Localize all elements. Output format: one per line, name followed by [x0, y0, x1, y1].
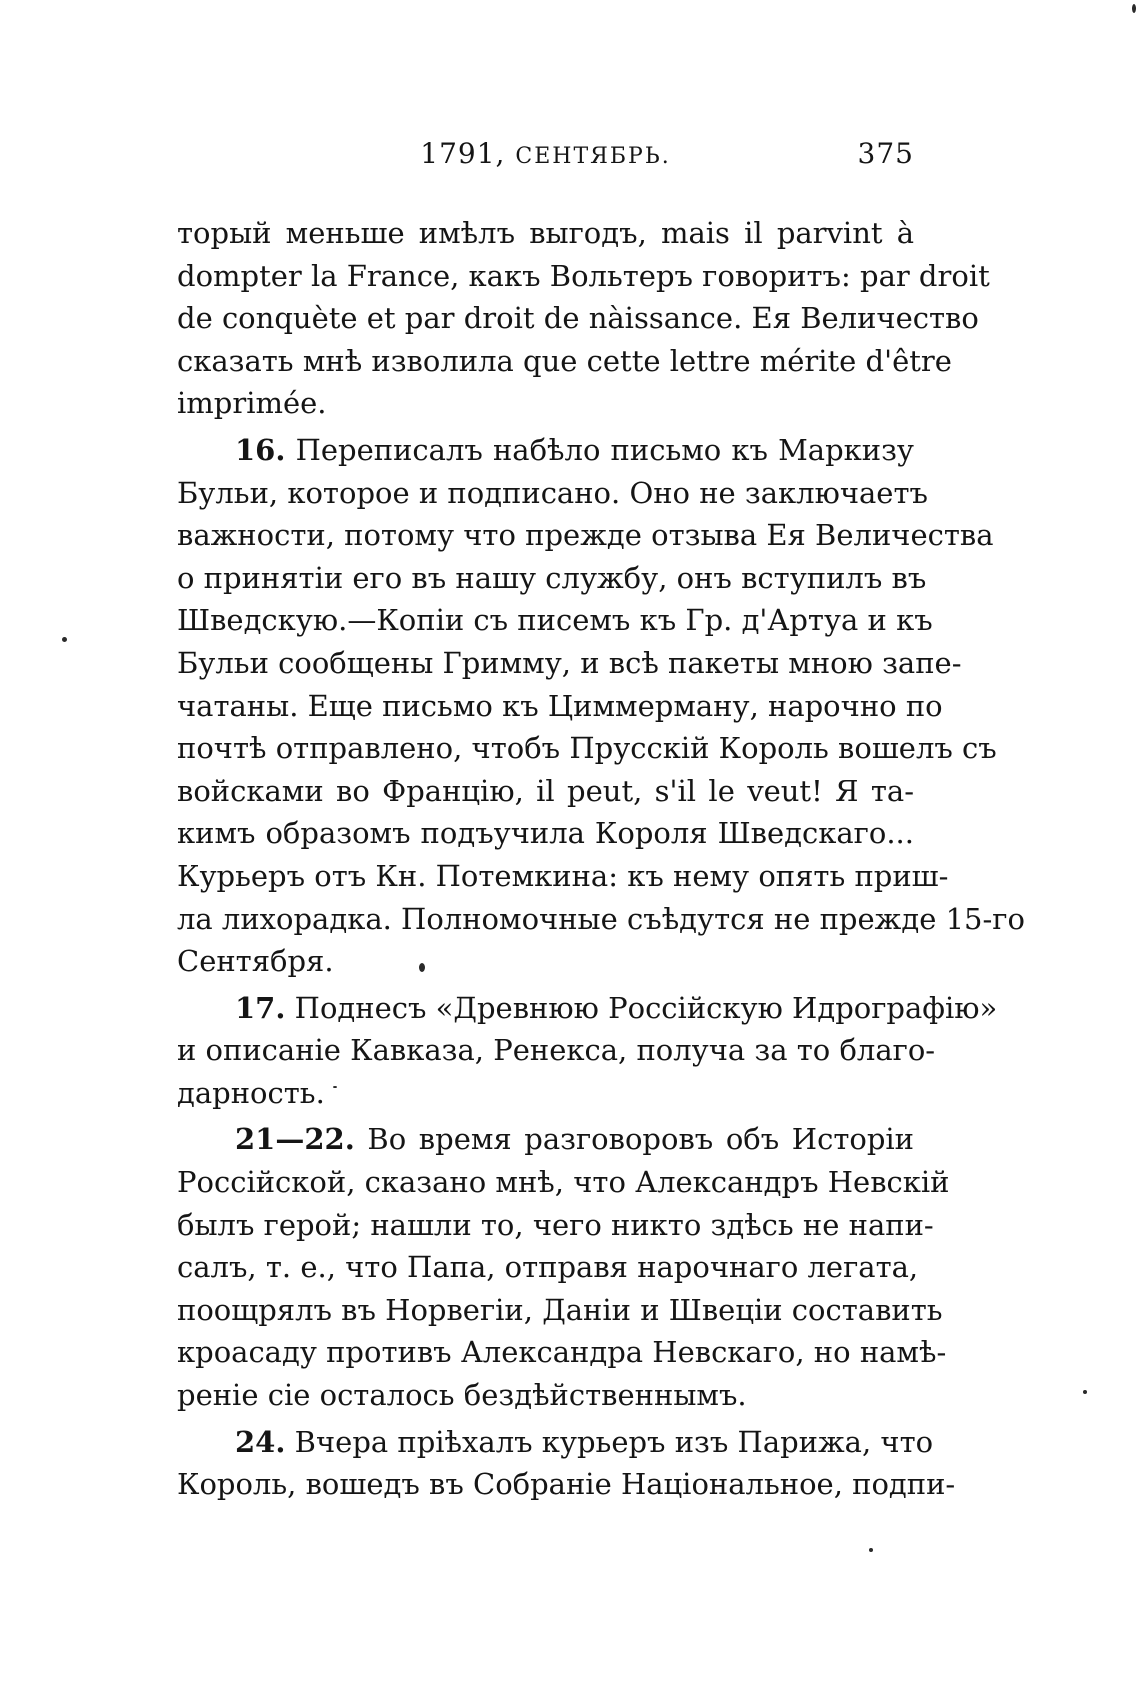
body-text — [177, 212, 1025, 1506]
entry-text: Во время разговоровъ объ Исторіи — [367, 1122, 915, 1157]
text-line: кимъ образомъ подъучила Короля Шведскаго... — [177, 816, 914, 851]
text-line: и описаніе Кавказа, Ренекса, получа за то благо- — [177, 1033, 936, 1068]
text-line: дарность. — [177, 1075, 325, 1110]
entry-date: 24. — [235, 1424, 286, 1459]
diary-entry-24 — [177, 1421, 956, 1506]
text-line: кроасаду противъ Александра Невскаго, но намѣ- — [177, 1335, 947, 1370]
paragraph-continuation — [177, 212, 990, 425]
text-line: торый меньше имѣлъ выгодъ, mais il parvint à — [177, 216, 914, 250]
entry-first-line — [177, 987, 998, 1030]
text-line: Курьеръ отъ Кн. Потемкина: къ нему опять приш- — [177, 858, 949, 893]
running-head-year: 1791, — [420, 137, 506, 170]
scan-speck — [333, 1086, 337, 1088]
text-line: de conquète et par droit de nàissance. Ея Величество — [177, 301, 979, 336]
diary-entry-21-22 — [177, 1118, 950, 1416]
entry-first-line — [177, 1118, 914, 1161]
text-line: Король, вошедъ въ Собраніе Національное, подпи- — [177, 1467, 956, 1502]
running-head-title — [177, 137, 914, 170]
running-head-month: СЕНТЯБРЬ. — [515, 144, 671, 169]
running-head — [177, 137, 914, 177]
text-line: былъ герой; нашли то, чего никто здѣсь не напи- — [177, 1207, 934, 1242]
scan-speck — [419, 963, 425, 972]
entry-date: 21—22. — [235, 1122, 355, 1157]
text-line: сказать мнѣ изволила que cette lettre mérite d'être — [177, 343, 952, 378]
text-line: чатаны. Еще письмо къ Циммерману, нарочно по — [177, 688, 943, 723]
text-line: салъ, т. е., что Папа, отправя нарочнаго легата, — [177, 1250, 919, 1285]
text-line: imprimée. — [177, 386, 327, 421]
text-line: о принятіи его въ нашу службу, онъ вступилъ въ — [177, 560, 927, 595]
text-line: войсками во Францію, il peut, s'il le veut! Я та- — [177, 773, 914, 808]
scan-speck — [1132, 4, 1136, 13]
text-line: Сентября. — [177, 944, 334, 979]
entry-text: Поднесъ «Древнюю Россійскую Идрографію» — [294, 990, 998, 1025]
text-line: поощрялъ въ Норвегіи, Даніи и Швеціи составить — [177, 1292, 943, 1327]
text-line: ла лихорадка. Полномочные съѣдутся не прежде 15-го — [177, 901, 1025, 936]
entry-text: Переписалъ набѣло письмо къ Маркизу — [295, 432, 914, 467]
scan-speck — [62, 637, 67, 642]
entry-date: 16. — [235, 432, 286, 467]
entry-text: Вчера пріѣхалъ курьеръ изъ Парижа, что — [294, 1424, 934, 1459]
text-line: важности, потому что прежде отзыва Ея Величества — [177, 518, 994, 553]
text-line: Бульи сообщены Гримму, и всѣ пакеты мною запе- — [177, 645, 962, 680]
scan-speck — [1083, 1390, 1087, 1394]
page-number: 375 — [857, 137, 914, 170]
entry-first-line — [177, 1421, 934, 1464]
text-line: Бульи, которое и подписано. Оно не заключаетъ — [177, 475, 928, 510]
text-line: dompter la France, какъ Вольтеръ говоритъ: par droit — [177, 258, 990, 293]
text-line: реніе сіе осталось бездѣйственнымъ. — [177, 1378, 747, 1413]
entry-first-line — [177, 429, 914, 472]
diary-entry-16 — [177, 429, 1025, 983]
text-line: Россійской, сказано мнѣ, что Александръ Невскій — [177, 1165, 950, 1200]
diary-entry-17 — [177, 987, 998, 1115]
text-line: почтѣ отправлено, чтобъ Прусскій Король вошелъ съ — [177, 731, 997, 766]
text-line: Шведскую.—Копіи съ писемъ къ Гр. д'Артуа и къ — [177, 603, 933, 638]
scan-speck — [869, 1548, 873, 1552]
entry-date: 17. — [235, 990, 286, 1025]
